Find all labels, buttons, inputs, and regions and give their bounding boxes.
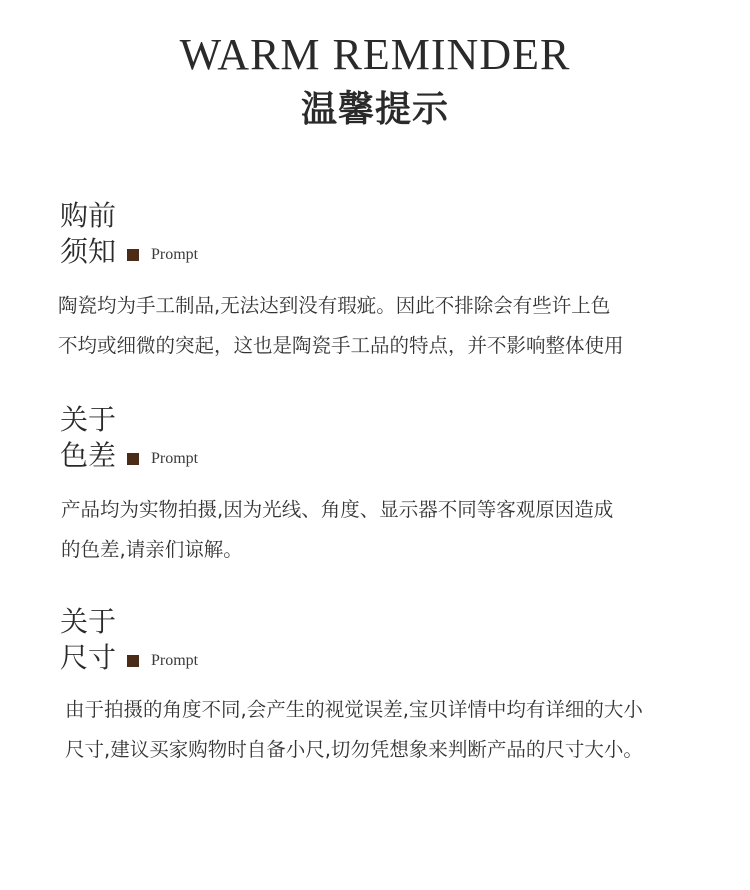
page-header [0,30,750,132]
square-icon [127,249,139,261]
body-line-2: 的色差,请亲们谅解。 [61,538,243,561]
prompt-badge [127,652,198,670]
prompt-label: Prompt [151,246,199,263]
section-before-purchase [0,198,750,358]
prompt-badge [127,450,198,468]
section-color-difference [0,402,750,562]
body-line-2: 尺寸,建议买家购物时自备小尺,切勿凭想象来判断产品的尺寸大小。 [65,738,643,761]
section-body [61,490,731,570]
body-line-1: 产品均为实物拍摄,因为光线、角度、显示器不同等客观原因造成 [61,498,614,521]
section-heading [60,402,116,474]
square-icon [127,655,139,667]
heading-line-2: 尺寸 [60,641,117,674]
square-icon [127,453,139,465]
heading-line-2: 色差 [60,439,117,472]
section-size [0,604,750,774]
heading-line-1: 关于 [60,403,117,436]
body-line-1: 由于拍摄的角度不同,会产生的视觉误差,宝贝详情中均有详细的大小 [65,698,643,721]
heading-line-2: 须知 [60,235,117,268]
section-body [58,286,728,366]
body-line-1: 陶瓷均为手工制品,无法达到没有瑕疵。因此不排除会有些许上色 [58,294,611,317]
heading-line-1: 购前 [60,199,117,232]
prompt-label: Prompt [151,450,199,467]
title-chinese: 温馨提示 [300,89,449,130]
prompt-label: Prompt [151,652,199,669]
section-heading [60,198,116,270]
section-body [65,690,735,770]
prompt-badge [127,246,198,264]
heading-line-1: 关于 [60,605,117,638]
section-heading [60,604,116,676]
body-line-2: 不均或细微的突起，这也是陶瓷手工品的特点，并不影响整体使用 [58,334,624,357]
title-english: WARM REMINDER [179,30,571,79]
